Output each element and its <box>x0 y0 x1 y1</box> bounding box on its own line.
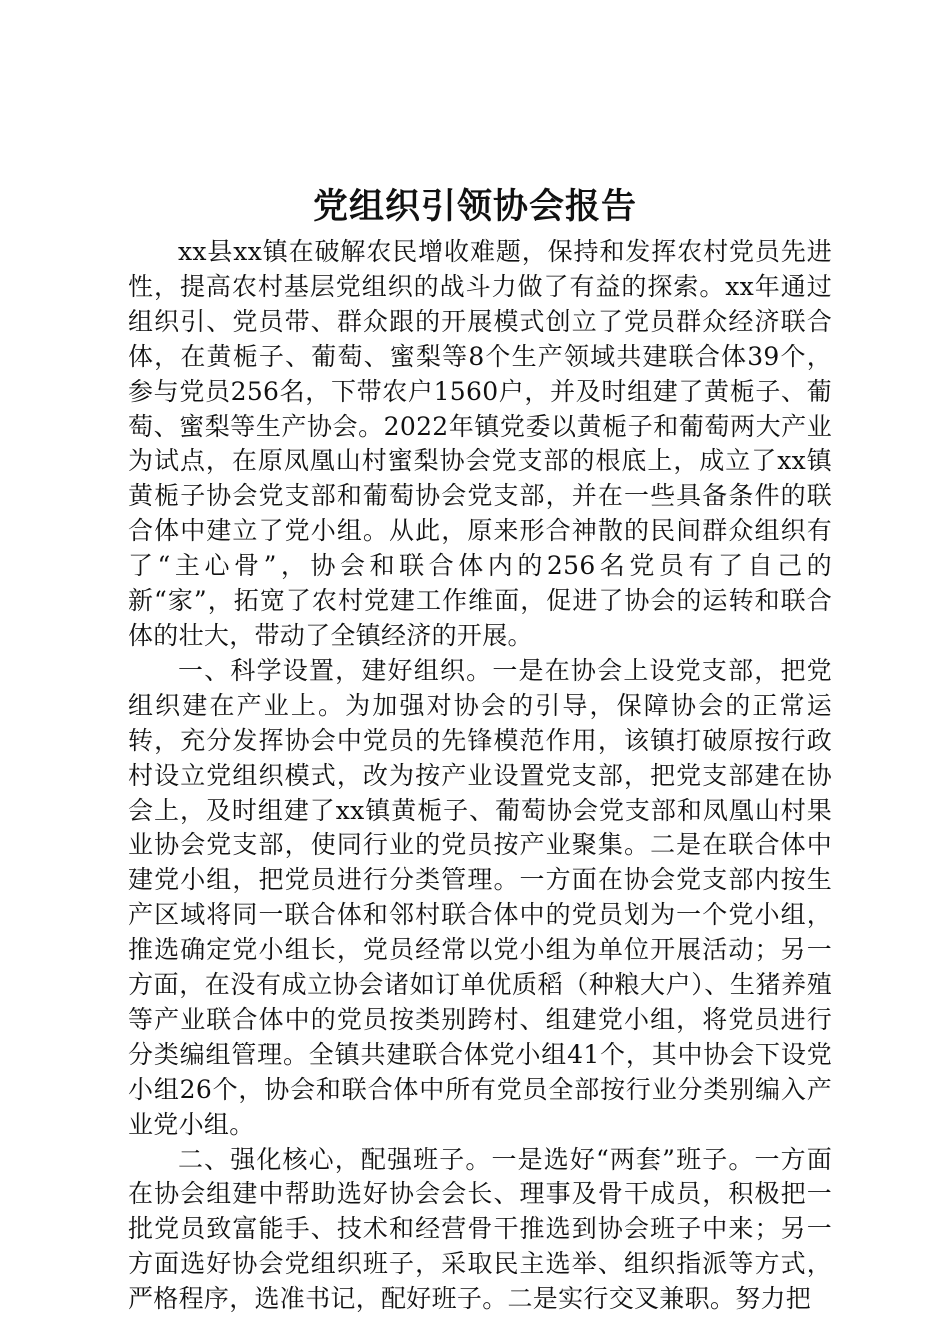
document-body <box>128 235 832 1317</box>
paragraph-section-2: 二、强化核心，配强班子。一是选好“两套”班子。一方面在协会组建中帮助选好协会会长、理事及骨干成员，积极把一批党员致富能手、技术和经营骨干推选到协会班子中来；另一方面选好协会党组织班子，采取民主选举、组织指派等方式，严格程序，选准书记，配好班子。二是实行交叉兼职。努力把 <box>128 1144 832 1314</box>
document-title: 党组织引领协会报告 <box>312 186 637 227</box>
paragraph-intro: xx县xx镇在破解农民增收难题，保持和发挥农村党员先进性，提高农村基层党组织的战斗力做了有益的探索。xx年通过组织引、党员带、群众跟的开展模式创立了党员群众经济联合体，在黄栀子、葡萄、蜜梨等8个生产领域共建联合体39个，参与党员256名，下带农户1560户，并及时组建了黄栀子、葡萄、蜜梨等生产协会。2022年镇党委以黄栀子和葡萄两大产业为试点，在原凤凰山村蜜梨协会党支部的根底上，成立了xx镇黄栀子协会党支部和葡萄协会党支部，并在一些具备条件的联合体中建立了党小组。从此，原来形合神散的民间群众组织有了“主心骨”，协会和联合体内的256名党员有了自己的新“家”，拓宽了农村党建工作维面，促进了协会的运转和联合体的壮大，带动了全镇经济的开展。 <box>128 237 832 650</box>
paragraph-section-1: 一、科学设置，建好组织。一是在协会上设党支部，把党组织建在产业上。为加强对协会的引导，保障协会的正常运转，充分发挥协会中党员的先锋模范作用，该镇打破原按行政村设立党组织模式，改为按产业设置党支部，把党支部建在协会上，及时组建了xx镇黄栀子、葡萄协会党支部和凤凰山村果业协会党支部，使同行业的党员按产业聚集。二是在联合体中建党小组，把党员进行分类管理。一方面在协会党支部内按生产区域将同一联合体和邻村联合体中的党员划为一个党小组，推选确定党小组长，党员经常以党小组为单位开展活动；另一方面，在没有成立协会诸如订单优质稻（种粮大户）、生猪养殖等产业联合体中的党员按类别跨村、组建党小组，将党员进行分类编组管理。全镇共建联合体党小组41个，其中协会下设党小组26个，协会和联合体中所有党员全部按行业分类别编入产业党小组。 <box>128 655 832 1139</box>
